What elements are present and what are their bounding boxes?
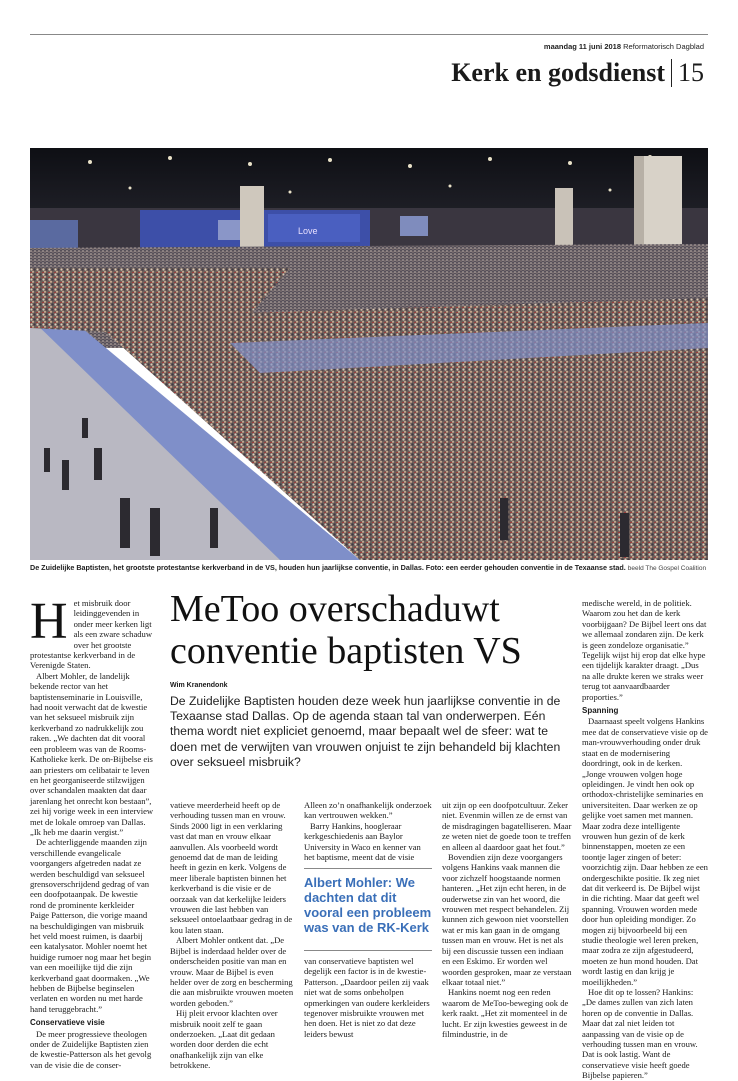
subhead-spanning: Spanning: [582, 706, 619, 716]
article-column-3-continued: [304, 956, 432, 1039]
section-separator: [671, 59, 672, 87]
article-paragraph: Barry Hankins, hoogleraar kerkgeschiedenis aan Baylor University in Waco en kenner van het baptisme, meent dat de visie: [304, 820, 421, 863]
stage-screen-left: [30, 220, 78, 250]
article-lead: De Zuidelijke Baptisten houden deze week hun jaarlijkse conventie in de Texaanse stad Dallas. Op de agenda staan tal van onderwerpen. Eén thema wordt niet expliciet genoemd, maar bepaalt wel de sfeer: wat te doen met de verwijten van vrouwen onjuist te zijn behandeld bij klachten over seksueel misbruik?: [170, 694, 561, 769]
stage-screen-right: [400, 216, 428, 236]
article-paragraph: Albert Mohler, de landelijk bekende rector van het baptistenseminarie in Louisville, had nooit verwacht dat de kwestie van het seksueel misbruik zijn kerkverband zo nadrukkelijk zou raken. „We dachten dat dit vooral een probleem was van de Rooms-Katholieke kerk. De on-Bijbelse eis aan priesters om celibatair te leven en het georganiseerde stilzwijgen over schandalen maakten dat daar jarenlang het onrecht kon bestaan”, zei hij vorige week in een interview met de lokale omroep van Dallas. „Ik heb me daarin vergist.”: [30, 670, 154, 837]
top-rule: [30, 34, 708, 35]
article-paragraph: Albert Mohler ontkent dat. „De Bijbel is inderdaad helder over de onderscheiden positie van man en vrouw. Maar de Bijbel is even helder over de zorg en bescherming die aan misbruikte vrouwen moeten worden geboden.”: [170, 935, 294, 1008]
photo-credit: beeld The Gospel Coalition: [627, 565, 707, 572]
paper-name: Reformatorisch Dagblad: [623, 42, 704, 51]
article-paragraph: De achterliggende maanden zijn verschillende evangelicale voorgangers afgetreden nadat ze werden beschuldigd van seksueel grensoverschrijdend gedrag of van een doofpotaanpak. De kwestie rond de prominente kerkleider Paige Patterson, die vorige maand na beschuldigingen van misbruik het veld moest ruimen, is daarbij een katalysator. Mohler noemt het huidige rumoer nog maar het begin van een moeilijke tijd die zijn kerkverband gaat doormaken. „We hebben de Bijbelse beginselen verlaten en worden nu met harde hand teruggebracht.”: [30, 837, 151, 1014]
stage-banner-text: Love: [298, 226, 318, 236]
article-paragraph: uit zijn op een doofpotcultuur. Zeker niet. Evenmin willen ze de ernst van de misdragingen bagatelliseren. Maar ze weten niet de goede toon te treffen en alleen al daardoor gaat het fout.”: [442, 800, 572, 852]
caption-text: De Zuidelijke Baptisten, het grootste protestantse kerkverband in de VS, houden hun jaarlijkse conventie, in Dallas. Foto: een eerder gehouden conventie in de Texaanse stad.: [30, 563, 626, 572]
article-column-5: [582, 598, 708, 1081]
dateline: [544, 42, 704, 51]
convention-photo: [30, 148, 708, 560]
article-paragraph: Daarnaast speelt volgens Hankins mee dat de conservatieve visie op de man-vrouwverhouding onder druk staat en de modernisering doordringt, ook in de kerken. „Jonge vrouwen volgen hoge opleidingen. Je vindt hen ook op orthodox-christelijke seminaries en universiteiten. Daar werken ze op gelijke voet samen met mannen. Maar zodra deze intelligente vrouwen hun gezin of de kerk binnenstappen, moeten ze een toontje lager zingen of beter: voorzichtig zijn. Daar hebben ze een ondergeschikte positie. Ik zeg niet dat dit verkeerd is. De Bijbel wijst in die richting. Maar dat geeft wel spanning. Vrouwen worden mede door hun opleiding mondiger. Zo mogen zij bijvoorbeeld bij een studie theologie wel leren preken, maar zodra ze zijn afgestudeerd, moeten ze hun mond houden. Dat wordt lastig en dan krijg je moeilijkheden.”: [582, 716, 708, 987]
article-column-2: [170, 800, 294, 1071]
article-paragraph: vatieve meerderheid heeft op de verhouding tussen man en vrouw. Sinds 2000 ligt in een verklaring vast dat man en vrouw elkaar aanvullen. Als voorbeeld wordt genoemd dat de man de leiding heeft in gezin en kerk. Volgens de meer liberale baptisten binnen het kerkverband is die visie er de oorzaak van dat kerkelijke leiders vrouwen die last hebben van seksueel ontoelaatbaar gedrag in de kou laten staan.: [170, 800, 293, 935]
pull-quote: Albert Mohler: We dachten dat dit vooral een probleem was van de RK-Kerk: [304, 868, 432, 935]
article-paragraph: Hoe dit op te lossen? Hankins: „De dames zullen van zich laten horen op de conventie in Dallas. Maar dat zal niet leiden tot aanpassing van de visie op de verhouding tussen man en vrouw. Dat is ook lastig. Want de conservatieve visie heeft goede Bijbelse papieren.”: [582, 987, 698, 1081]
article-paragraph: van conservatieve baptisten wel degelijk een factor is in de kwestie-Patterson. „Daardoor peilen zij vaak niet wat de soms onbeholpen opmerkingen van oudere kerkleiders tegenover misbruikte vrouwen met hen doen. Het is niet zo dat deze leiders bewust: [304, 956, 430, 1039]
article-headline: MeToo overschaduwt conventie baptisten VS: [170, 588, 522, 672]
article-column-1: [30, 593, 154, 1070]
pull-quote-rule: [304, 950, 432, 951]
subhead-conservative: Conservatieve visie: [30, 1018, 105, 1028]
article-column-3: [304, 800, 432, 862]
article-paragraph: Hij pleit ervoor klachten over misbruik nooit zelf te gaan onderzoeken. „Laat dit gedaan worden door derden die echt onafhankelijk zijn van elke betrokkene.: [170, 1008, 278, 1071]
article-first-paragraph: et misbruik door leidinggevenden in onder meer kerken ligt als een zware schaduw over het grootste protestantse kerkverband in de Verenigde Staten.: [30, 598, 153, 671]
article-paragraph: medische wereld, in de politiek. Waarom zou het dan de kerk voorbijgaan? De Bijbel leert ons dat we allemaal zondaren zijn. De kerk is geen zondeloze organisatie.” Tegelijk wijst hij erop dat elke hype een tijdelijk karakter draagt. „Dus na alle drukte keren we straks weer terug tot aanvaardbaarder proporties.”: [582, 598, 707, 702]
article-column-4: [442, 800, 572, 1039]
date: maandag 11 juni 2018: [543, 42, 622, 51]
article-paragraph: Bovendien zijn deze voorgangers volgens Hankins vaak mannen die voor zichzelf hoogstaande normen hanteren. „Het zijn echt heren, in de ouderwetse zin van het woord, die vrouwen met respect behandelen. Zij kunnen zich gewoon niet voorstellen wat er mis kan gaan in de omgang tussen man en vrouw. Het is net als bij een discussie tussen een indiaan en een Eskimo. Er worden wel woorden gesproken, maar ze verstaan elkaar totaal niet.”: [442, 852, 572, 987]
section-title: Kerk en godsdienst: [451, 58, 665, 87]
byline: Wim Kranendonk: [170, 682, 228, 689]
section-header: [451, 58, 704, 88]
page-number: 15: [678, 58, 704, 87]
photo-caption: [30, 563, 708, 572]
article-paragraph: Alleen zo’n onafhankelijk onderzoek kan vertrouwen wekken.”: [304, 800, 432, 821]
drop-cap: H: [30, 593, 68, 650]
article-paragraph: Hankins noemt nog een reden waarom de MeToo-beweging ook de kerk raakt. „Het zit momenteel in de lucht. Er zijn kwesties geweest in de filmindustrie, in de: [442, 987, 569, 1039]
article-paragraph: De meer progressieve theologen onder de Zuidelijke Baptisten zien de kwestie-Patterson als het gevolg van de visie die de conser-: [30, 1028, 152, 1070]
